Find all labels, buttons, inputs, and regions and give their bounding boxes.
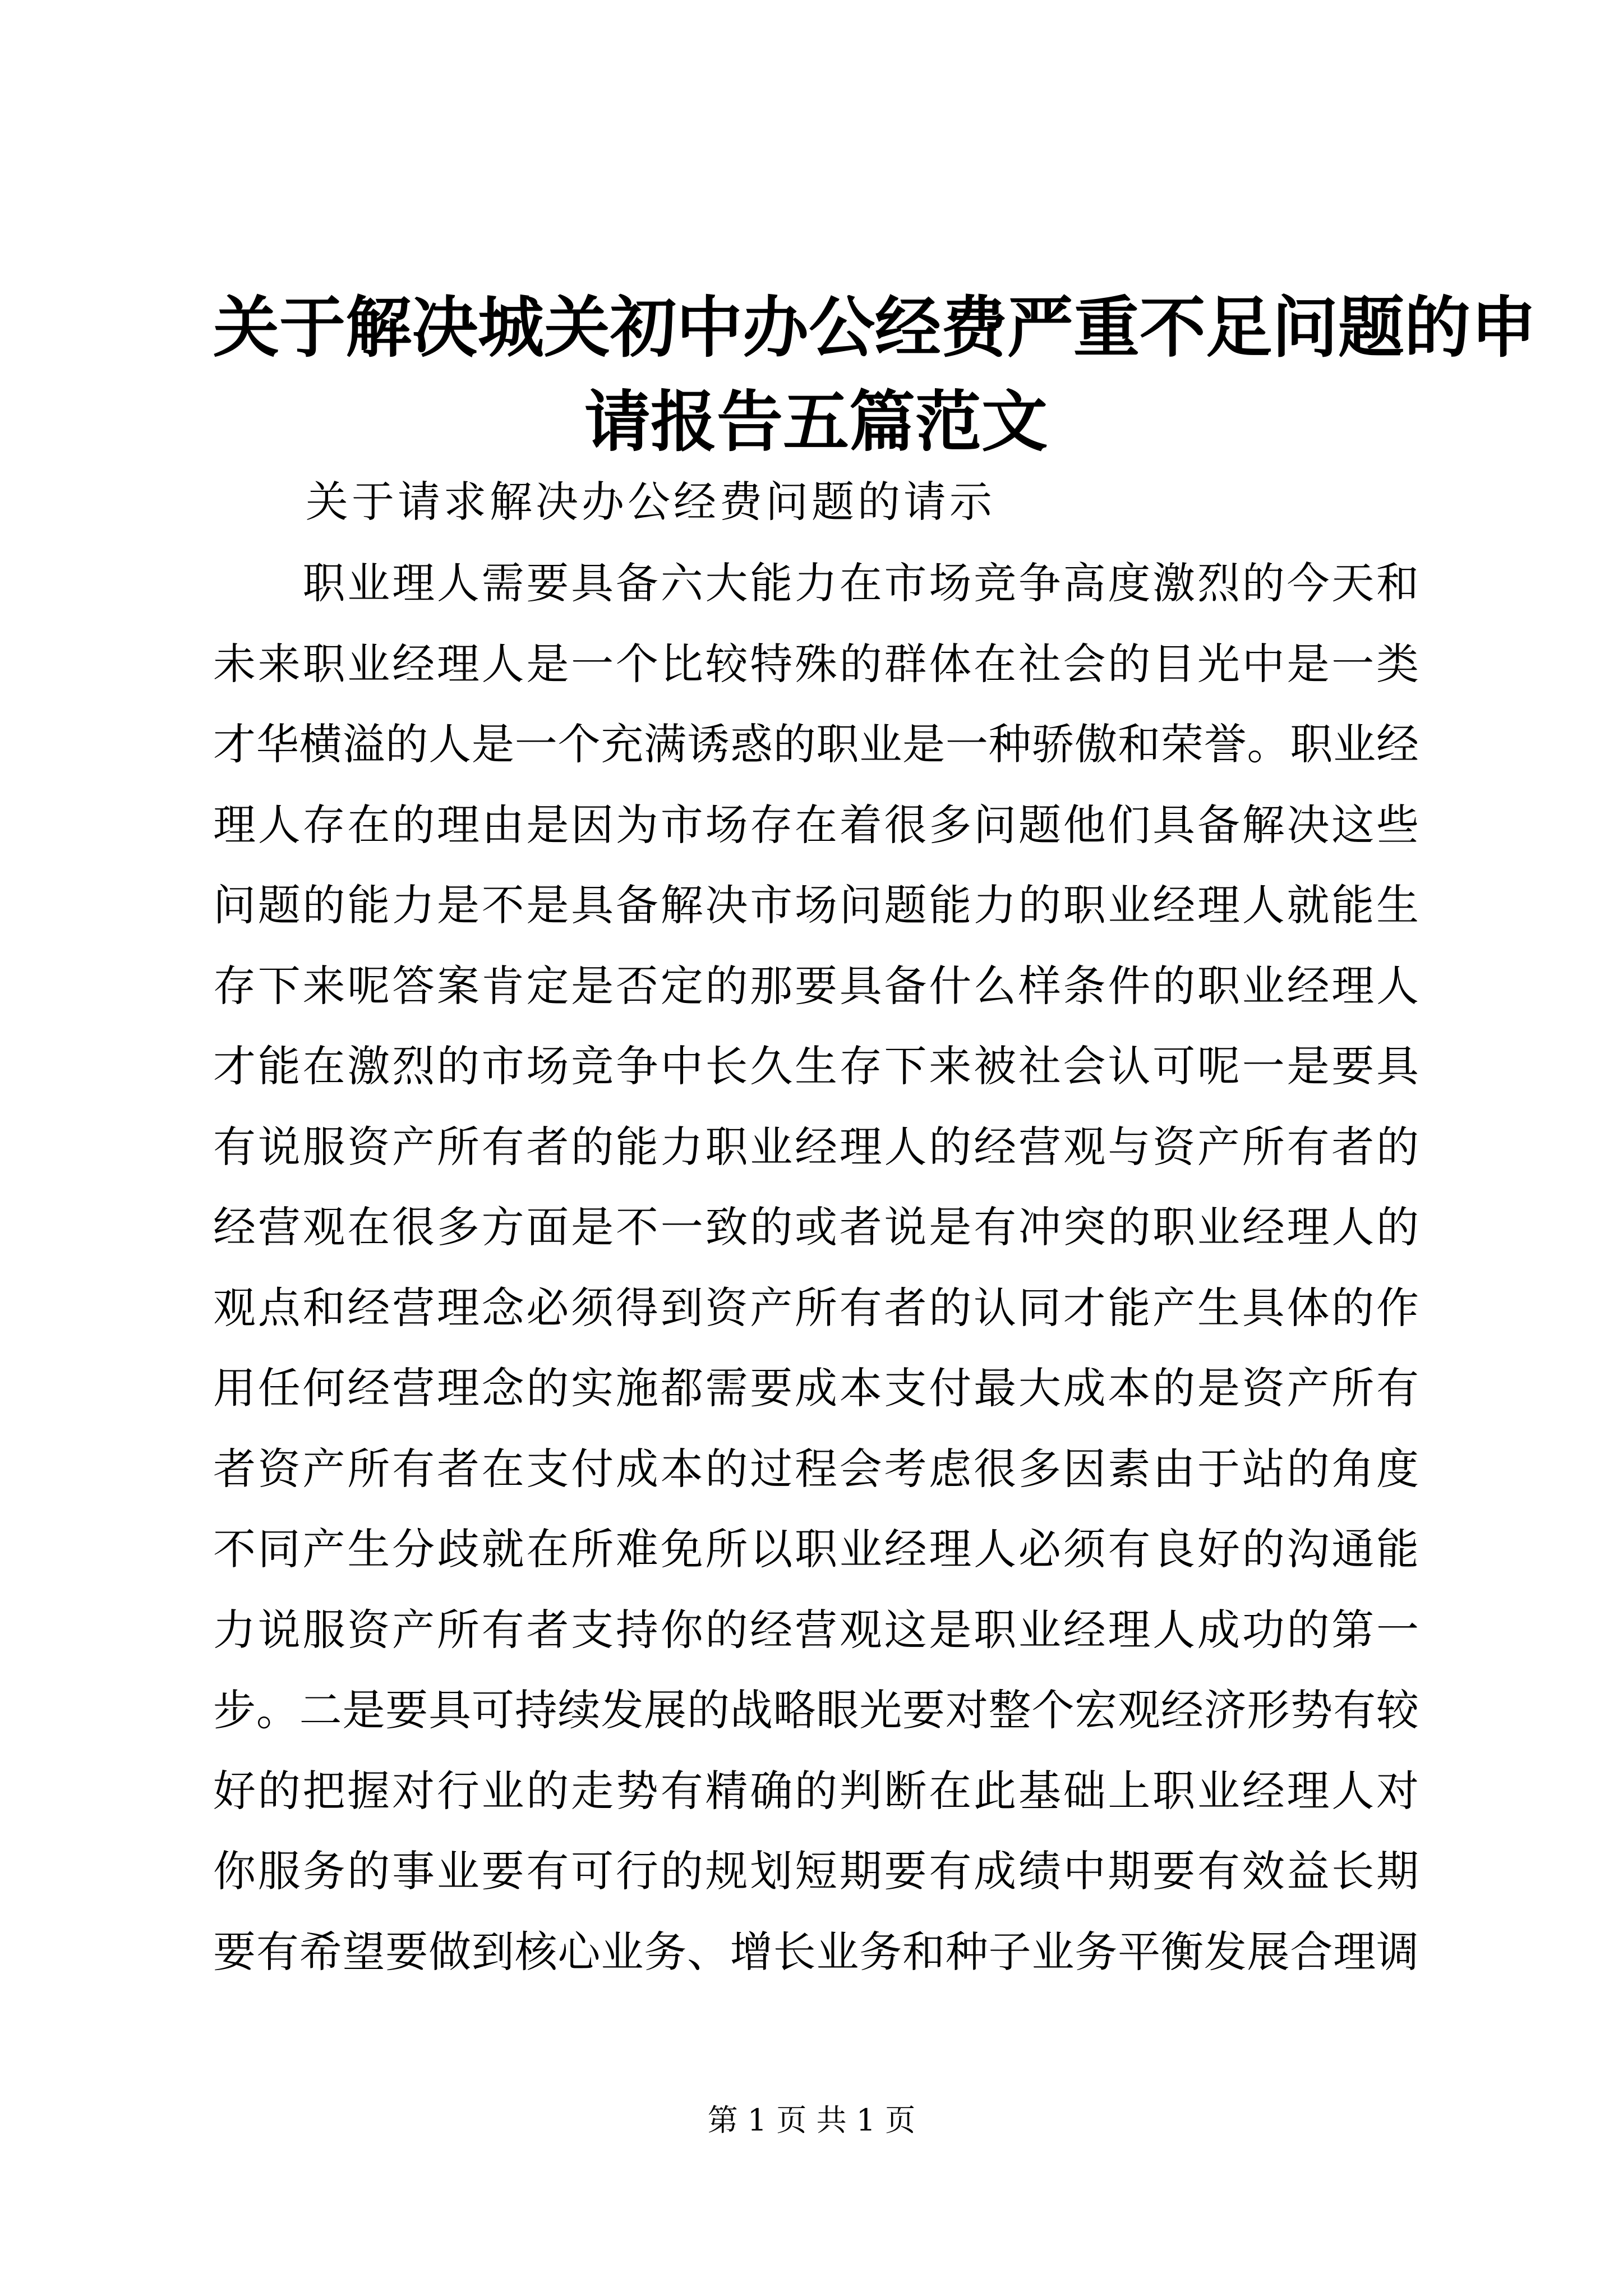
body-line: 职业理人需要具备六大能力在市场竞争高度激烈的今天和 — [213, 558, 1419, 608]
title-line-2: 请报告五篇范文 — [584, 383, 1048, 461]
page-number-footer: 第 1 页 共 1 页 — [707, 2102, 916, 2138]
body-line: 有说服资产所有者的能力职业经理人的经营观与资产所有者的 — [213, 1121, 1419, 1172]
body-line: 不同产生分歧就在所难免所以职业经理人必须有良好的沟通能 — [213, 1524, 1419, 1574]
document-title — [213, 280, 1537, 469]
document-subtitle: 关于请求解决办公经费问题的请示 — [306, 477, 995, 527]
body-line: 经营观在很多方面是不一致的或者说是有冲突的职业经理人的 — [213, 1202, 1419, 1252]
document-body — [213, 543, 1419, 1992]
body-line: 理人存在的理由是因为市场存在着很多问题他们具备解决这些 — [213, 799, 1419, 850]
body-line: 好的把握对行业的走势有精确的判断在此基础上职业经理人对 — [213, 1765, 1419, 1816]
body-line: 力说服资产所有者支持你的经营观这是职业经理人成功的第一 — [213, 1604, 1419, 1655]
body-line: 用任何经营理念的实施都需要成本支付最大成本的是资产所有 — [213, 1363, 1419, 1413]
body-line: 问题的能力是不是具备解决市场问题能力的职业经理人就能生 — [213, 880, 1419, 930]
body-line: 你服务的事业要有可行的规划短期要有成绩中期要有效益长期 — [213, 1846, 1419, 1896]
body-line: 未来职业经理人是一个比较特殊的群体在社会的目光中是一类 — [213, 638, 1419, 689]
body-line: 才能在激烈的市场竞争中长久生存下来被社会认可呢一是要具 — [213, 1041, 1419, 1091]
body-line: 观点和经营理念必须得到资产所有者的认同才能产生具体的作 — [213, 1282, 1419, 1333]
body-line: 步。二是要具可持续发展的战略眼光要对整个宏观经济形势有较 — [213, 1685, 1419, 1735]
body-line: 要有希望要做到核心业务、增长业务和种子业务平衡发展合理调 — [213, 1926, 1419, 1977]
body-line: 者资产所有者在支付成本的过程会考虑很多因素由于站的角度 — [213, 1443, 1419, 1494]
body-line: 才华横溢的人是一个充满诱惑的职业是一种骄傲和荣誉。职业经 — [213, 719, 1419, 769]
body-line: 存下来呢答案肯定是否定的那要具备什么样条件的职业经理人 — [213, 960, 1419, 1011]
title-line-1: 关于解决城关初中办公经费严重不足问题的申 — [213, 288, 1537, 366]
